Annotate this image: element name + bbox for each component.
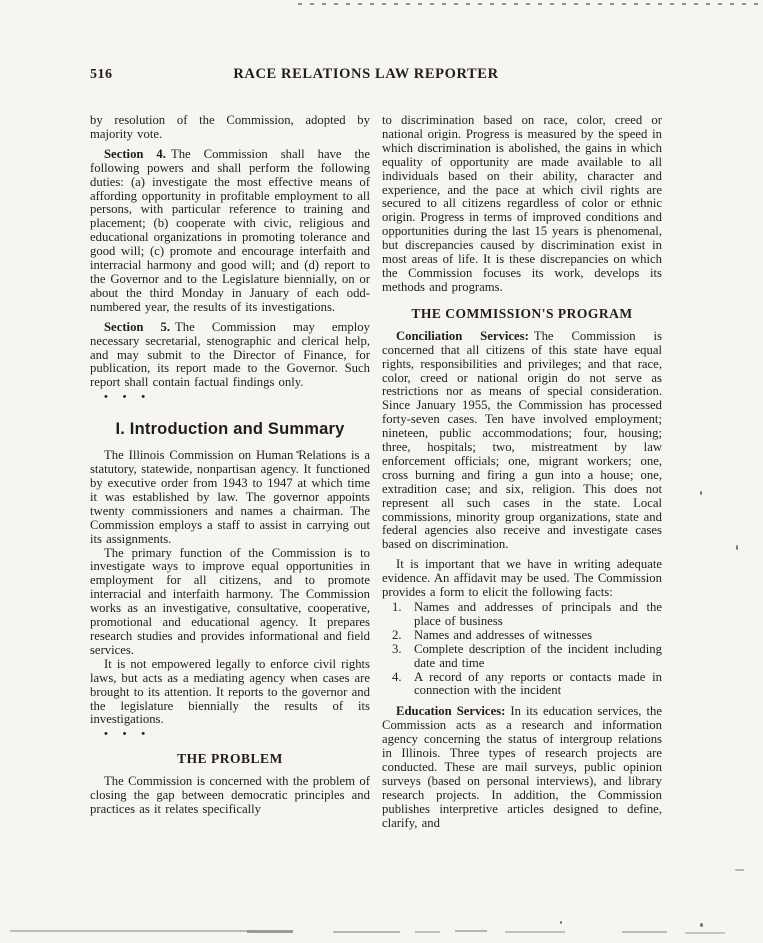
section-4-label: Section 4. — [104, 146, 166, 161]
ink-speck — [736, 545, 738, 550]
list-item-number: 4. — [392, 669, 402, 684]
list-item-text: Names and addresses of witnesses — [414, 627, 593, 642]
ink-speck — [560, 921, 562, 924]
asterisk-separator: • • • — [104, 391, 152, 404]
section-5-text: The Commission may employ necessary secretarial, stenographic and clerical help, and may submit to the Director of Finance, for publication, its report made to the Governor. Such report shall contain factual findings only. — [90, 319, 370, 390]
evidence-paragraph: It is important that we have in writing adequate evidence. An affidavit may be used. The Commission provides a form to elicit the following facts: — [382, 557, 662, 600]
conciliation-services-text: The Commission is concerned that all citizens of this state have equal rights, responsibilities and privileges; and that race, color, creed or national origin do not serve as restrictions nor as means of special consideration. Since January 1955, the Commission has processed forty-seven cases. Ten have involved employment; nineteen, public accommodations; four, housing; three, hospitals; two, mistreatment by law enforcement officials; one, migrant workers; one, cross burning and firing a gun into a house; one, extradition case; and six, religion. This does not represent all such cases in the state. Local commissions, minority group organizations, state and federal agencies also receive and investigate cases based on discrimination. — [382, 328, 662, 552]
intro-paragraph-1: The Illinois Commission on Human Relations is a statutory, statewide, nonpartisan agency. It functioned by executive order from 1943 to 1947 at which time it was established by law. The governor appoints twenty commissioners and names a chairman. The Commission employs a staff to assist in carrying out its assignments. — [90, 448, 370, 546]
scan-dotted-line-top — [298, 3, 763, 5]
heading-commissions-program: THE COMMISSION'S PROGRAM — [411, 305, 633, 321]
intro-paragraph-2: The primary function of the Commission is to investigate ways to improve equal opportunities in employment for all citizens, and to promote interracial and interfaith harmony. The Commission works as an investigative, consultative, cooperative, promotional and educational agency. It prepares research studies and provides informational and field services. — [90, 545, 370, 657]
section-5-label: Section 5. — [104, 319, 171, 334]
numbered-list — [392, 601, 662, 698]
list-item-number: 1. — [392, 600, 402, 614]
section-4-text: The Commission shall have the following powers and shall perform the following duties: (a) investigate the most effective means of affording opportunity in profitable employment to all persons, with particular reference to training and placement; (b) cooperate with civic, religious and educational organizations in promoting tolerance and good will; (c) promote and encourage interfaith and interracial harmony and good will; and (d) report to the Governor and to the Legislature biennially, on or about the third Monday in January of each odd-numbered year, the results of its investigations. — [90, 146, 370, 314]
conciliation-services-label: Conciliation Services: — [396, 328, 529, 343]
list-item — [392, 643, 662, 671]
running-title: RACE RELATIONS LAW REPORTER — [233, 66, 499, 82]
list-item-text: A record of any reports or contacts made in connection with the incident — [414, 669, 662, 698]
page-number: 516 — [90, 67, 113, 82]
ink-speck — [700, 491, 702, 495]
list-item — [392, 601, 662, 629]
ink-speck — [735, 869, 744, 871]
list-item — [392, 629, 662, 643]
scan-bottom-line — [415, 931, 440, 933]
left-column — [90, 114, 370, 831]
education-services-paragraph — [382, 705, 662, 830]
list-item-text: Names and addresses of principals and the place of business — [414, 600, 662, 628]
paragraph-continuation: by resolution of the Commission, adopted by majority vote. — [90, 113, 370, 141]
heading-the-problem: THE PROBLEM — [177, 751, 283, 767]
scan-bottom-line — [455, 930, 487, 932]
education-services-text: In its education services, the Commission acts as a research and information agency concerning the status of intergroup relations in Illinois. Three types of research projects are conducted. These are mail surveys, public opinion surveys (based on personal interviews), and library research projects. In addition, the Commission publishes interpretive articles designed to define, clarify, and — [382, 704, 662, 830]
scan-bottom-line — [333, 931, 400, 933]
scan-bottom-line — [505, 931, 565, 933]
scan-bottom-line — [622, 931, 667, 933]
scan-bottom-line — [10, 930, 250, 932]
list-item-number: 2. — [392, 627, 402, 642]
scan-bottom-line — [247, 930, 293, 933]
right-column — [382, 114, 662, 831]
list-item-number: 3. — [392, 641, 402, 656]
ink-speck — [700, 923, 703, 927]
intro-paragraph-3: It is not empowered legally to enforce civil rights laws, but acts as a mediating agency when cases are brought to its attention. It reports to the governor and the legislature biennially the results of its investigations. — [90, 656, 370, 727]
page-header — [90, 66, 662, 86]
problem-paragraph: The Commission is concerned with the problem of closing the gap between democratic principles and practices as it relates specifically — [90, 774, 370, 817]
paragraph-continuation: to discrimination based on race, color, creed or national origin. Progress is measured by the speed in which discrimination is abolished, the gains in which equality of opportunity are made available to all individuals based on their ability, character and experience, and the pace at which civil rights are secured to all citizens regardless of color or ethnic origin. Progress in terms of improved conditions and opportunities during the last 15 years is phenomenal, but discrepancies caused by discrimination exist in most areas of life. It is these discrepancies on which the Commission focuses its work, develops its methods and programs. — [382, 113, 662, 294]
heading-introduction-and-summary: I. Introduction and Summary — [115, 420, 345, 439]
education-services-label: Education Services: — [396, 704, 506, 719]
conciliation-services-paragraph — [382, 330, 662, 553]
section-4-paragraph — [90, 148, 370, 315]
asterisk-separator: • • • — [104, 728, 152, 741]
section-5-paragraph — [90, 321, 370, 391]
list-item-text: Complete description of the incident including date and time — [414, 641, 662, 670]
page-body — [90, 114, 662, 831]
scan-bottom-line — [685, 932, 725, 934]
list-item — [392, 671, 662, 699]
